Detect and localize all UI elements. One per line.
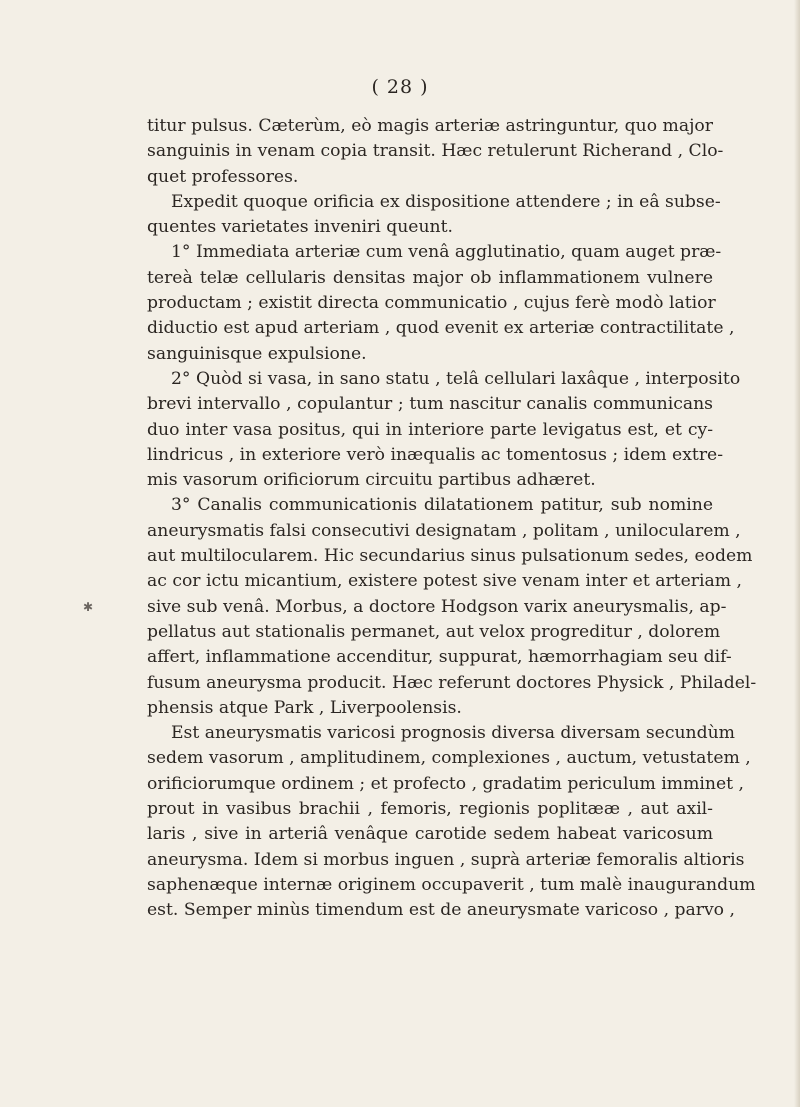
text-line: prout in vasibus brachii , femoris, regionis poplitææ , aut axil-	[147, 799, 713, 820]
text-line: lindricus , in exteriore verò inæqualis ac tomentosus ; idem extre-	[147, 444, 724, 465]
text-line: pellatus aut stationalis permanet, aut velox progreditur , dolorem	[147, 621, 721, 642]
text-line: aneurysma. Idem si morbus inguen , suprà arteriæ femoralis altioris	[147, 849, 745, 870]
text-line: 3° Canalis communicationis dilatationem patitur, sub nomine	[171, 495, 713, 516]
ink-speck-mark: ✱	[83, 600, 94, 614]
text-line: phensis atque Park , Liverpoolensis.	[147, 697, 462, 718]
text-line: sedem vasorum , amplitudinem, complexiones , auctum, vetustatem ,	[147, 748, 751, 769]
text-line: productam ; existit directa communicatio , cujus ferè modò latior	[147, 293, 716, 314]
body-text	[147, 114, 757, 924]
text-line: sanguinisque expulsione.	[147, 343, 367, 364]
text-line: mis vasorum orificiorum circuitu partibus adhæret.	[147, 470, 596, 491]
text-line: brevi intervallo , copulantur ; tum nascitur canalis communicans	[147, 394, 713, 415]
page-edge	[794, 0, 800, 1107]
text-line: titur pulsus. Cæterùm, eò magis arteriæ astringuntur, quo major	[147, 116, 713, 136]
text-line: est. Semper minùs timendum est de aneurysmate varicoso , parvo ,	[147, 900, 735, 921]
text-line: tereà telæ cellularis densitas major ob inflammationem vulnere	[147, 267, 713, 288]
text-line: affert, inflammatione accenditur, suppurat, hæmorrhagiam seu dif-	[147, 647, 732, 668]
text-line: duo inter vasa positus, qui in interiore parte levigatus est, et cy-	[147, 419, 713, 440]
text-line: Est aneurysmatis varicosi prognosis diversa diversam secundùm	[171, 723, 735, 744]
text-line: saphenæque internæ originem occupaverit , tum malè inaugurandum	[147, 874, 756, 895]
text-line: diductio est apud arteriam , quod evenit ex arteriæ contractilitate ,	[147, 318, 735, 339]
text-line: orificiorumque ordinem ; et profecto , gradatim periculum imminet ,	[147, 773, 744, 794]
text-line: fusum aneurysma producit. Hæc referunt doctores Physick , Philadel-	[147, 672, 757, 693]
text-line: sive sub venâ. Morbus, a doctore Hodgson varix aneurysmalis, ap-	[147, 596, 727, 617]
text-line: laris , sive in arteriâ venâque carotide sedem habeat varicosum	[147, 824, 713, 845]
text-line: quentes varietates inveniri queunt.	[147, 217, 453, 238]
text-line: Expedit quoque orificia ex dispositione attendere ; in eâ subse-	[171, 191, 721, 212]
text-line: aneurysmatis falsi consecutivi designatam , politam , unilocularem ,	[147, 520, 741, 541]
text-line: 1° Immediata arteriæ cum venâ agglutinatio, quam auget præ-	[171, 242, 722, 263]
text-line: sanguinis in venam copia transit. Hæc retulerunt Richerand , Clo-	[147, 141, 724, 162]
page-number: ( 28 )	[371, 76, 429, 98]
text-line: aut multilocularem. Hic secundarius sinus pulsationum sedes, eodem	[147, 546, 753, 567]
text-line: ac cor ictu micantium, existere potest sive venam inter et arteriam ,	[147, 571, 742, 592]
text-line: 2° Quòd si vasa, in sano statu , telâ cellulari laxâque , interposito	[171, 368, 741, 389]
text-line: quet professores.	[147, 166, 299, 187]
